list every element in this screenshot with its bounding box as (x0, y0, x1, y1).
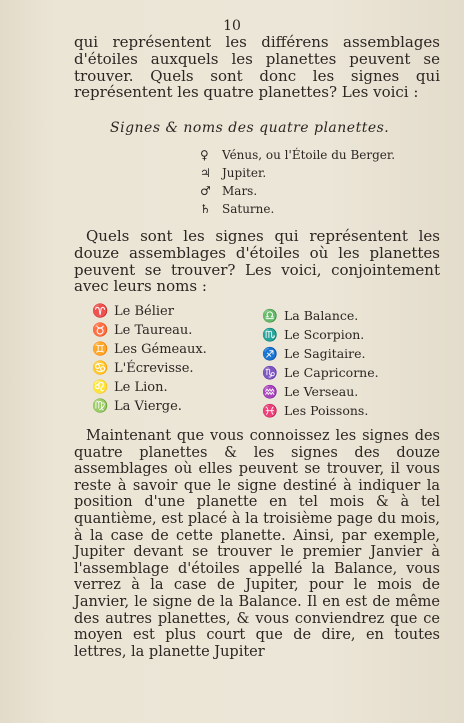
zodiac-item (92, 321, 207, 340)
zodiac-item (92, 397, 207, 416)
planet-name: Saturne. (222, 202, 275, 216)
sagittarius-icon: ♐ (262, 346, 278, 361)
zodiac-item (262, 401, 379, 420)
zodiac-item (92, 340, 207, 359)
venus-icon: ♀ (200, 148, 209, 162)
planet-name: Jupiter. (222, 166, 267, 180)
zodiac-name: La Balance. (284, 308, 359, 323)
zodiac-name: Le Scorpion. (284, 327, 365, 342)
jupiter-icon: ♃ (200, 166, 211, 180)
planet-name: Vénus, ou l'Étoile du Berger. (222, 148, 396, 162)
zodiac-list-left (92, 302, 207, 416)
libra-icon: ♎ (262, 308, 278, 323)
saturn-icon: ♄ (200, 202, 211, 216)
paragraph-explanation: Maintenant que vous connoissez les signes des quatre planettes & les signes des douze assemblages où elles peuvent se trouver, il vous reste à savoir que le signe destiné à indiquer la position d'une planette en tel mois & à tel quantième, est placé à la troisième page du mois, à la case de cette planette. Ainsi, par exemple, Jupiter devant se trouver le premier Janvier à l'assemblage d'étoiles appellé la Balance, vous verrez à la case de Jupiter, pour le mois de Janvier, le signe de la Balance. Il en est de même des autres planettes, & vous conviendrez que ce moyen est plus court que de dire, en toutes lettres, la planette Jupiter (74, 428, 440, 660)
zodiac-item (262, 344, 379, 363)
zodiac-name: Les Poissons. (284, 403, 369, 418)
planet-item (200, 182, 395, 200)
zodiac-name: Le Sagitaire. (284, 346, 366, 361)
planet-list (200, 146, 395, 218)
virgo-icon: ♍ (92, 399, 109, 414)
planet-item (200, 200, 395, 218)
paragraph-intro: qui représentent les différens assemblages d'étoiles auxquels les planettes peuvent se trouver. Quels sont donc les signes qui représentent les quatre planettes? Les voici : (74, 33, 440, 102)
section-title: Signes & noms des quatre planettes. (110, 120, 390, 136)
aquarius-icon: ♒ (262, 384, 278, 399)
page-number: 10 (223, 18, 241, 34)
zodiac-name: Les Gémeaux. (114, 342, 207, 357)
zodiac-item (262, 325, 379, 344)
cancer-icon: ♋ (92, 361, 109, 376)
zodiac-item (92, 359, 207, 378)
leo-icon: ♌ (92, 380, 109, 395)
capricorn-icon: ♑ (262, 365, 278, 380)
zodiac-list-right (262, 306, 379, 420)
mars-icon: ♂ (200, 184, 211, 198)
scorpio-icon: ♏ (262, 327, 278, 342)
zodiac-name: Le Bélier (114, 304, 174, 319)
pisces-icon: ♓ (262, 403, 278, 418)
zodiac-item (92, 302, 207, 321)
zodiac-item (262, 363, 379, 382)
taurus-icon: ♉ (92, 323, 109, 338)
planet-item (200, 164, 395, 182)
planet-item (200, 146, 395, 164)
planet-name: Mars. (222, 184, 258, 198)
zodiac-name: L'Écrevisse. (114, 361, 194, 376)
zodiac-item (92, 378, 207, 397)
zodiac-item (262, 382, 379, 401)
zodiac-name: Le Lion. (114, 380, 168, 395)
zodiac-item (262, 306, 379, 325)
zodiac-name: Le Taureau. (114, 323, 193, 338)
zodiac-name: La Vierge. (114, 399, 182, 414)
zodiac-name: Le Capricorne. (284, 365, 379, 380)
gemini-icon: ♊ (92, 342, 109, 357)
paragraph-signs: Quels sont les signes qui représentent les douze assemblages d'étoiles où les planettes peuvent se trouver? Les voici, conjointement avec leurs noms : (74, 227, 440, 296)
aries-icon: ♈ (92, 304, 109, 319)
zodiac-name: Le Verseau. (284, 384, 359, 399)
